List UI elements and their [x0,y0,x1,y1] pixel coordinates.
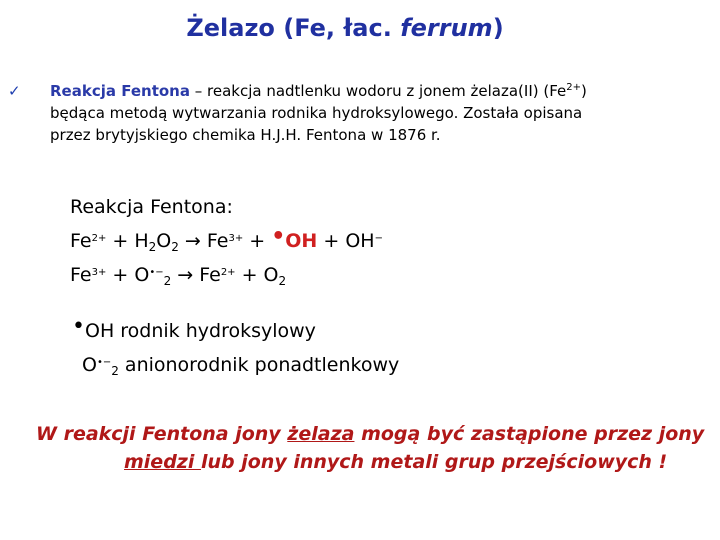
definition-line-2: będąca metodą wytwarzania rodnika hydroksylowego. Została opisana [50,104,583,122]
radical-definitions [72,314,399,382]
conclusion-note: W reakcji Fentona jony żelaza mogą być zastąpione przez jony miedzi lub jony innych metali grup przejściowych ! [36,423,705,473]
reaction-equation-2: $Fe^{3+} + O^{•-}_2 \to Fe^{2+} + O_2$ [70,264,287,288]
underlined-zelaza: żelaza [287,423,355,445]
reaction-heading: Reakcja Fentona: [70,196,233,218]
check-icon: ✓ [8,82,21,100]
hydroxyl-radical: OH [285,230,318,252]
page-title: Żelazo (Fe, łac. ferrum) [186,14,504,42]
hydroxyl-definition: •OH rodnik hydroksylowy [72,314,316,342]
reaction-equation-1: $Fe^{2+} + H_2O_2 \to Fe^{3+}$ + •OH + OH− [70,224,383,254]
title-latin: ferrum [400,14,493,42]
definition-bullet [8,80,690,146]
definition-line-3: przez brytyjskiego chemika H.J.H. Fentona w 1876 r. [50,126,441,144]
definition-term: Reakcja Fentona [50,82,190,100]
definition-line-1: Reakcja Fentona – reakcja nadtlenku wodoru z jonem żelaza(II) $(Fe^{2+})$ [50,82,587,100]
underlined-miedzi: miedzi [124,451,201,473]
superoxide-definition: $O^{•-}_2$ anionorodnik ponadtlenkowy [82,354,400,378]
reaction-block [70,190,383,292]
radical-dot: • [271,224,286,249]
